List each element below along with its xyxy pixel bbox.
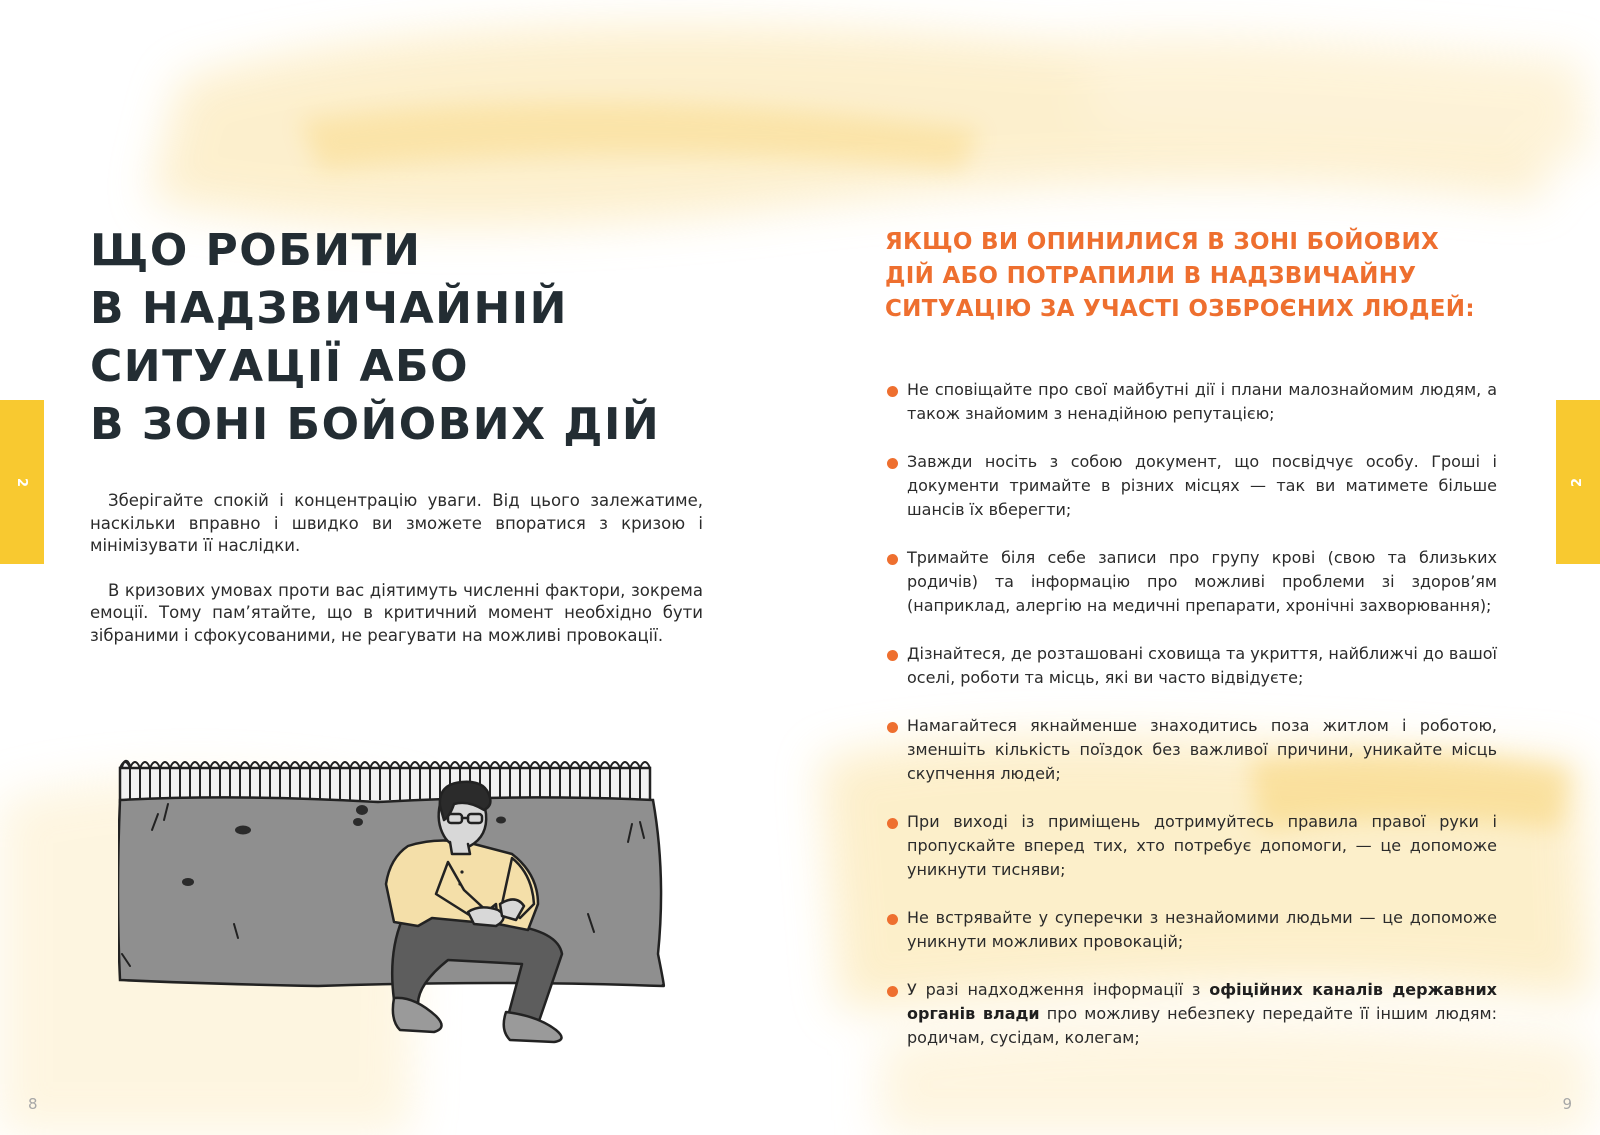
- tip-item: [885, 642, 1497, 690]
- section-tab-right: [1556, 400, 1600, 564]
- tip-text: Намагайтеся якнайменше знаходитись поза житлом і роботою, зменшіть кількість поїздок без важливої причини, уникайте місць скупчення людей;: [907, 716, 1497, 783]
- bullet-icon: [887, 722, 898, 733]
- tip-item: [885, 378, 1497, 426]
- right-page: [800, 0, 1600, 1135]
- bullet-icon: [887, 386, 898, 397]
- main-title: [90, 222, 660, 454]
- section-tab-left: [0, 400, 44, 564]
- bullet-icon: [887, 818, 898, 829]
- tip-item: [885, 810, 1497, 882]
- tip-text-before: У разі надходження інформації з: [907, 980, 1210, 999]
- title-line: СИТУАЦІЇ АБО: [90, 341, 469, 392]
- bullet-icon: [887, 458, 898, 469]
- tip-text: Дізнайтеся, де розташовані сховища та укриття, найближчі до вашої оселі, роботи та місць, які ви часто відвідуєте;: [907, 644, 1497, 687]
- tip-item: [885, 714, 1497, 786]
- tip-item: [885, 978, 1497, 1050]
- tip-text-bold: офіційних каналів державних органів влади: [907, 980, 1497, 1023]
- tip-text-after: про можливу небезпеку передайте її іншим людям: родичам, сусідам, колегам;: [907, 1004, 1498, 1047]
- title-line: В НАДЗВИЧАЙНІЙ: [90, 283, 568, 334]
- intro-paragraph: В кризових умовах проти вас діятимуть численні фактори, зокрема емоції. Тому пам’ятайте, що в критичний момент необхідно бути зібраними і сфокусованими, не реагувати на можливі провокації.: [90, 580, 703, 645]
- bullet-icon: [887, 650, 898, 661]
- section-title: [885, 226, 1475, 327]
- intro-paragraph: Зберігайте спокій і концентрацію уваги. Від цього залежатиме, наскільки вправно і швидко ви зможете впоратися з кризою і мінімізувати її наслідки.: [90, 491, 703, 555]
- tip-text: Тримайте біля себе записи про групу крові (свою та близьких родичів) та інформацію про можливі проблеми зі здоров’ям (наприклад, алергію на медичні препарати, хронічні захворювання);: [907, 548, 1497, 615]
- bullet-icon: [887, 986, 898, 997]
- man-sitting-by-wall-illustration: [118, 754, 673, 1064]
- page-number: 9: [1562, 1095, 1572, 1113]
- title-line: В ЗОНІ БОЙОВИХ ДІЙ: [90, 399, 661, 450]
- section-title-line: СИТУАЦІЮ ЗА УЧАСТІ ОЗБРОЄНИХ ЛЮДЕЙ:: [885, 296, 1475, 322]
- tips-list: [885, 378, 1497, 1050]
- tip-text: Завжди носіть з собою документ, що посвідчує особу. Гроші і документи тримайте в різних місцях — так ви матимете більше шансів їх вберегти;: [907, 452, 1497, 519]
- section-tab-number: 2: [1570, 477, 1586, 487]
- section-title-line: ЯКЩО ВИ ОПИНИЛИСЯ В ЗОНІ БОЙОВИХ: [885, 229, 1440, 255]
- tip-item: [885, 906, 1497, 954]
- section-tab-number: 2: [14, 477, 30, 487]
- tip-text: Не сповіщайте про свої майбутні дії і плани малознайомим людям, а також знайомим з ненадійною репутацією;: [907, 380, 1497, 423]
- page-number: 8: [28, 1095, 38, 1113]
- tip-item: [885, 450, 1497, 522]
- tip-item: [885, 546, 1497, 618]
- bullet-icon: [887, 914, 898, 925]
- tip-text: Не встрявайте у суперечки з незнайомими людьми — це допоможе уникнути можливих провокацій;: [907, 908, 1497, 951]
- tip-text: При виході із приміщень дотримуйтесь правила правої руки і пропускайте вперед тих, хто потребує допомоги, — це допоможе уникнути тисняви;: [907, 812, 1497, 879]
- intro-text: [90, 490, 703, 669]
- bullet-icon: [887, 554, 898, 565]
- section-title-line: ДІЙ АБО ПОТРАПИЛИ В НАДЗВИЧАЙНУ: [885, 262, 1417, 289]
- title-line: ЩО РОБИТИ: [90, 225, 422, 276]
